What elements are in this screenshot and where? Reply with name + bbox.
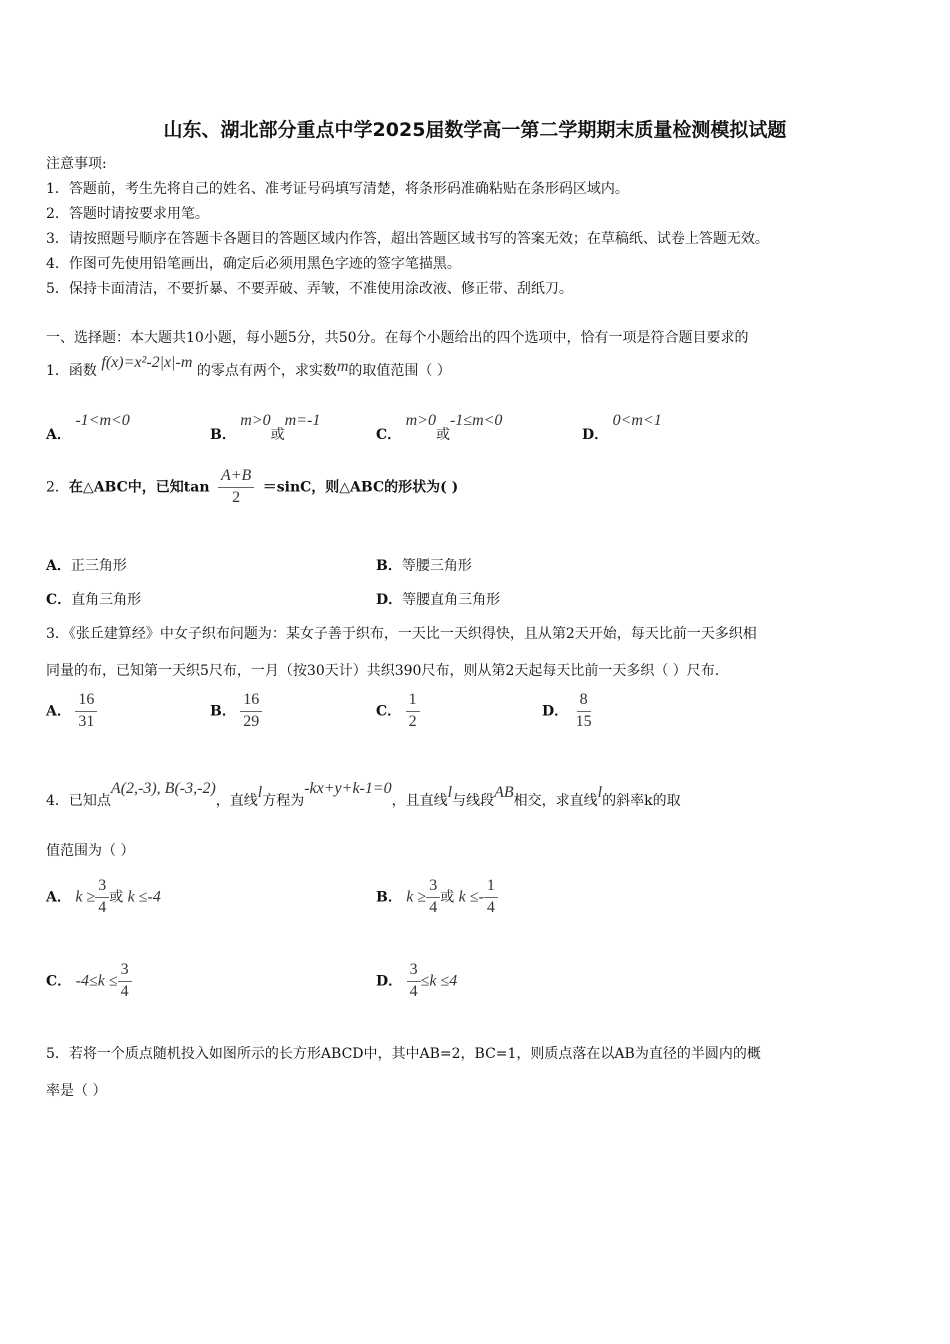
q3-option-a[interactable]: A． $\frac{16}{31}$ — [46, 692, 97, 731]
q1-pre: 函数 — [68, 363, 97, 379]
notice-item: 4．作图可先使用铅笔画出，确定后必须用黑色字迹的签字笔描黑。 — [46, 256, 461, 272]
notice-item: 5．保持卡面清洁，不要折暴、不要弄破、弄皱，不准使用涂改液、修正带、刮纸刀。 — [46, 281, 573, 297]
question-5-line-2: 率是（ ） — [46, 1083, 107, 1099]
q2-option-c[interactable]: C．直角三角形 — [46, 592, 142, 608]
page-title: 山东、湖北部分重点中学2025届数学高一第二学期期末质量检测模拟试题 — [163, 119, 787, 141]
q2-option-d[interactable]: D．等腰直角三角形 — [376, 592, 501, 608]
question-4-line-2: 值范围为（ ） — [46, 843, 135, 859]
q4-option-d[interactable]: D． $\frac{3}{4}$ ≤k ≤4 — [376, 961, 458, 1000]
question-1 — [46, 354, 451, 380]
q1-option-a[interactable]: A． -1<m<0 — [46, 412, 130, 443]
q2-fraction: $\frac{A+B}{2}$ — [218, 468, 254, 507]
question-5-line-1: 5．若将一个质点随机投入如图所示的长方形ABCD中，其中AB=2，BC=1，则质点落在以AB为直径的半圆内的概 — [46, 1046, 761, 1062]
section-heading: 一、选择题：本大题共10小题，每小题5分，共50分。在每个小题给出的四个选项中，恰有一项是符合题目要求的 — [46, 330, 749, 346]
notice-item: 1．答题前，考生先将自己的姓名、准考证号码填写清楚，将条形码准确粘贴在条形码区域内。 — [46, 181, 629, 197]
notice-item: 3．请按照题号顺序在答题卡各题目的答题区域内作答，超出答题区域书写的答案无效；在草稿纸、试卷上答题无效。 — [46, 231, 769, 247]
q1-tail: 的取值范围（ ） — [348, 363, 451, 379]
q1-formula: f(x)=x²-2|x|-m — [101, 354, 193, 371]
q4-option-c[interactable]: C． -4≤k ≤ $\frac{3}{4}$ — [46, 962, 132, 1001]
q2-post: ＝sinC，则△ABC的形状为( ) — [262, 479, 459, 496]
q1-var: m — [336, 358, 349, 375]
q2-option-b[interactable]: B．等腰三角形 — [376, 558, 472, 574]
q1-number: 1． — [46, 363, 69, 379]
question-4-line-1: 4．已知点A(2,-3), B(-3,-2)，直线l方程为-kx+y+k-1=0，且直线l与线段AB相交，求直线l的斜率k的取 — [46, 780, 681, 809]
q1-option-b[interactable]: B． m>0或m=-1 — [210, 412, 321, 443]
q2-number: 2． — [46, 479, 69, 496]
q2-option-a[interactable]: A．正三角形 — [46, 558, 127, 574]
question-2 — [46, 468, 458, 507]
q2-pre: 在△ABC中，已知tan — [68, 479, 210, 496]
notice-item: 2．答题时请按要求用笔。 — [46, 206, 209, 222]
q1-option-c[interactable]: C． m>0或-1≤m<0 — [376, 412, 503, 443]
q4-option-a[interactable]: A． k ≥ $\frac{3}{4}$ 或 k ≤-4 — [46, 877, 161, 916]
q3-option-d[interactable]: D． $\frac{8}{15}$ — [542, 691, 592, 730]
q3-option-b[interactable]: B． $\frac{16}{29}$ — [210, 692, 262, 731]
q3-option-c[interactable]: C． $\frac{1}{2}$ — [376, 692, 420, 731]
question-3-line-1: 3．《张丘建算经》中女子织布问题为：某女子善于织布，一天比一天织得快，且从第2天开始，每天比前一天多织相 — [46, 626, 757, 642]
question-3-line-2: 同量的布，已知第一天织5尺布，一月（按30天计）共织390尺布，则从第2天起每天比前一天多织（ ）尺布. — [46, 663, 720, 679]
q1-option-d[interactable]: D． 0<m<1 — [582, 412, 662, 443]
q4-points: A(2,-3), B(-3,-2) — [110, 780, 216, 797]
q4-option-b[interactable]: B． k ≥ $\frac{3}{4}$ 或 k ≤- $\frac{1}{4}$ — [376, 878, 498, 917]
q1-post: 的零点有两个，求实数 — [196, 363, 337, 379]
notice-heading: 注意事项: — [46, 156, 107, 172]
q4-equation: -kx+y+k-1=0 — [304, 780, 392, 797]
